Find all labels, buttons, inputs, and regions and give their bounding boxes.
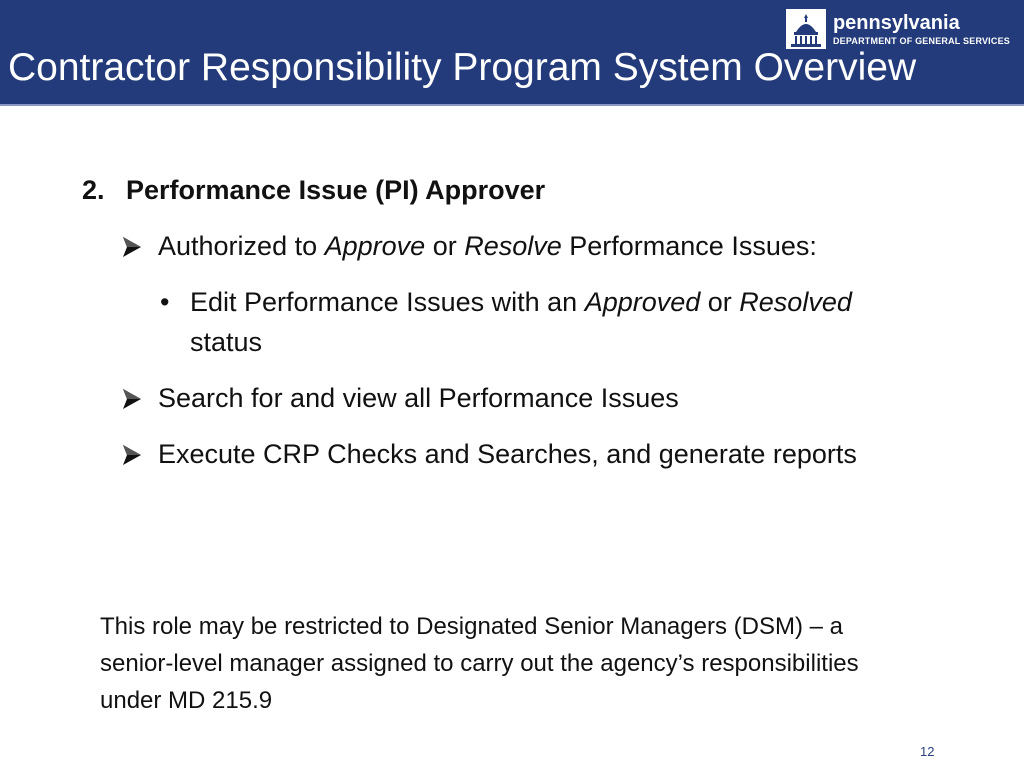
heading-number: 2. — [82, 175, 105, 205]
role-note: This role may be restricted to Designated Senior Managers (DSM) – a senior-level manager assigned to carry out the agency’s responsibilities under MD 215.9 — [100, 613, 859, 714]
logo-department: DEPARTMENT OF GENERAL SERVICES — [832, 35, 1010, 46]
section-heading — [82, 170, 862, 210]
arrow-bullet-icon — [122, 443, 142, 467]
slide-content — [82, 170, 862, 490]
logo-name: pennsylvania — [832, 11, 960, 34]
list-item-text: Authorized to Approve or Resolve Performance Issues: — [158, 231, 817, 261]
heading-text: Performance Issue (PI) Approver — [126, 175, 546, 205]
page-number: 12 — [920, 744, 935, 759]
list-item-text: Search for and view all Performance Issues — [158, 383, 679, 413]
slide-header — [0, 0, 1024, 106]
arrow-bullet-icon — [122, 235, 142, 259]
slide-title: Contractor Responsibility Program System Overview — [8, 46, 917, 89]
list-item — [82, 282, 862, 362]
dot-bullet-icon: • — [160, 287, 170, 317]
arrow-bullet-icon — [122, 387, 142, 411]
list-item-text: Execute CRP Checks and Searches, and generate reports — [158, 439, 857, 469]
list-item — [82, 226, 862, 266]
list-item-text: Edit Performance Issues with an Approved or Resolved status — [190, 287, 852, 357]
list-item — [82, 434, 862, 474]
list-item — [82, 378, 862, 418]
